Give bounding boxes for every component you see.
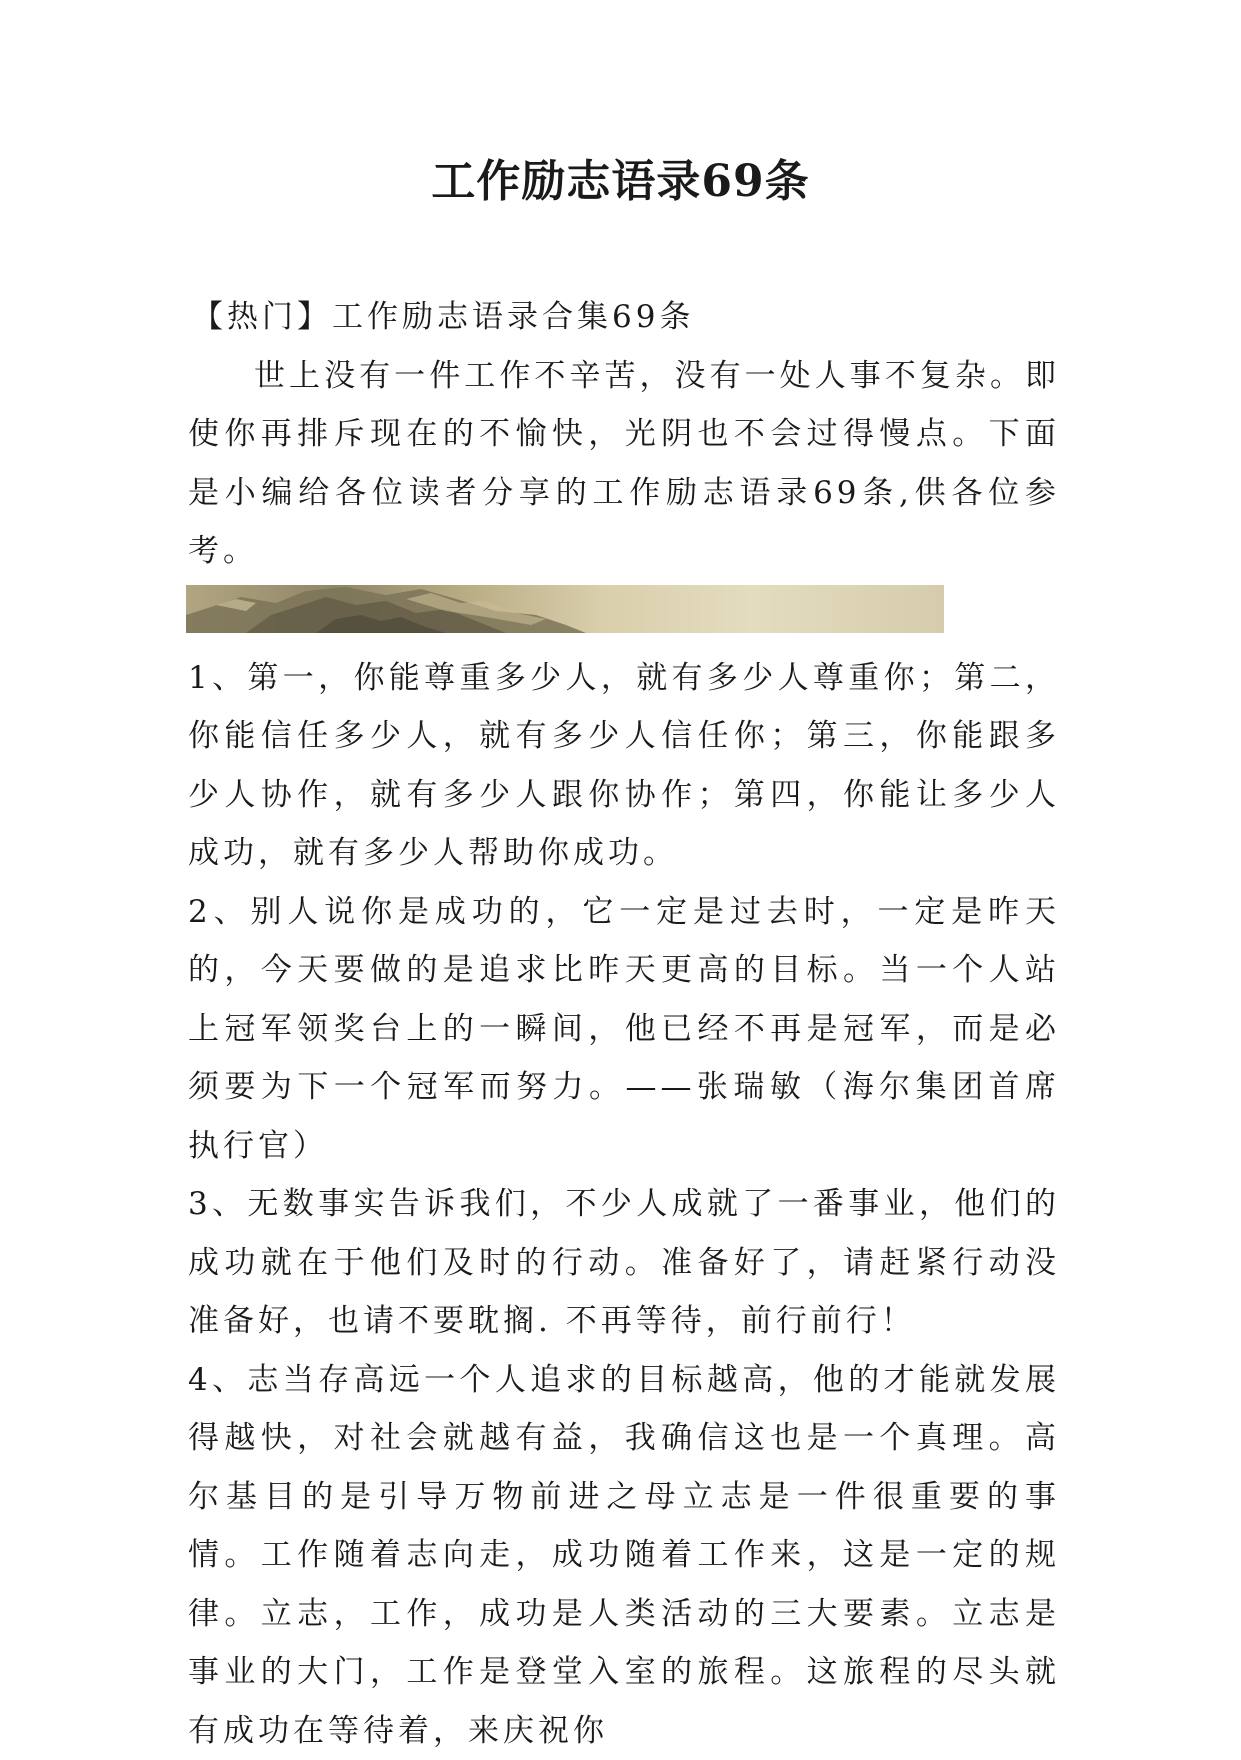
intro-paragraph: 世上没有一件工作不辛苦，没有一处人事不复杂。即使你再排斥现在的不愉快，光阴也不会过得慢点。下面是小编给各位读者分享的工作励志语录69条,供各位参考。 xyxy=(188,347,1060,581)
document-body xyxy=(188,288,1060,1760)
list-item: 1、第一，你能尊重多少人，就有多少人尊重你；第二，你能信任多少人，就有多少人信任你；第三，你能跟多少人协作，就有多少人跟你协作；第四，你能让多少人成功，就有多少人帮助你成功。 xyxy=(188,649,1060,883)
list-item: 4、志当存高远一个人追求的目标越高，他的才能就发展得越快，对社会就越有益，我确信这也是一个真理。高尔基目的是引导万物前进之母立志是一件很重要的事情。工作随着志向走，成功随着工作来，这是一定的规律。立志，工作，成功是人类活动的三大要素。立志是事业的大门，工作是登堂入室的旅程。这旅程的尽头就有成功在等待着，来庆祝你 xyxy=(188,1351,1060,1760)
page-title: 工作励志语录69条 xyxy=(0,152,1241,212)
mountain-landscape-image xyxy=(186,585,944,633)
subtitle: 【热门】工作励志语录合集69条 xyxy=(192,288,1060,347)
list-item: 2、别人说你是成功的，它一定是过去时，一定是昨天的，今天要做的是追求比昨天更高的目标。当一个人站上冠军领奖台上的一瞬间，他已经不再是冠军，而是必须要为下一个冠军而努力。——张瑞敏（海尔集团首席执行官） xyxy=(188,883,1060,1176)
list-item: 3、无数事实告诉我们，不少人成就了一番事业，他们的成功就在于他们及时的行动。准备好了，请赶紧行动没准备好，也请不要耽搁. 不再等待，前行前行！ xyxy=(188,1175,1060,1351)
